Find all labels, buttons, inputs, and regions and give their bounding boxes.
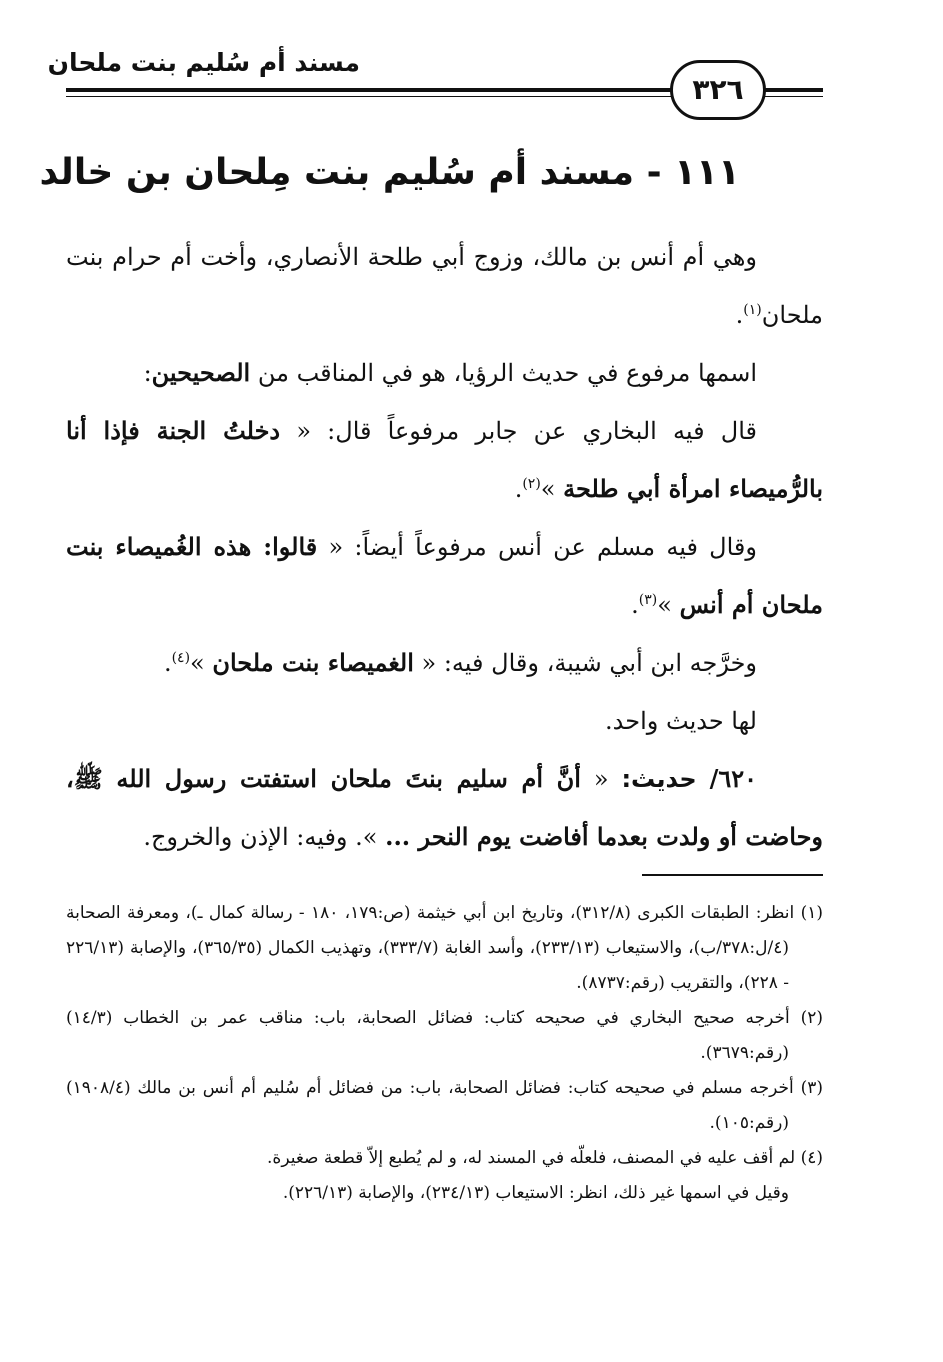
body-text [66, 228, 823, 866]
footnote-ref-2: (٢) [522, 476, 541, 492]
paragraph-bukhari-text: قال فيه البخاري عن جابر مرفوعاً قال: « [296, 417, 757, 445]
chapter-heading: ١١١ - مسند أم سُليم بنت مِلحان بن خالد [39, 152, 740, 193]
footnote-1-number: (١) [800, 903, 823, 923]
paragraph-muslim-quote: قالوا: هذه الغُميصاء بنت ملحان أم أنس [66, 532, 823, 619]
paragraph-name-end: : [143, 359, 152, 387]
hadith-text: أنَّ أم سليم بنتَ ملحان استفتت رسول الله ﷺ، وحاضت أو ولدت بعدما أفاضت يوم النحر ... [66, 764, 823, 851]
footnote-ref-3: (٣) [638, 592, 658, 608]
footnote-1-text: انظر: الطبقات الكبرى (٣١٢/٨)، وتاريخ ابن أبي خيثمة (ص:١٧٩، ١٨٠ - رسالة كمال ـ)، ومعرفة الصحابة (٤/ل:٣٧٨/ب)، والاستيعاب (٢٣٣/١٣)، وأسد الغابة (٣٣٣/٧)، وتهذيب الكمال (٣٦٥/٣٥)، والإصابة (٢٢٦/١٣ - ٢٢٨)، والتقريب (رقم:٨٧٣٧). [66, 903, 795, 993]
hadith-label: حديث: [621, 765, 697, 793]
footnotes [66, 896, 823, 1211]
paragraph-ibn-abi-shayba-text: وخرَّجه ابن أبي شيبة، وقال فيه: « [421, 649, 757, 677]
paragraph-hadith-count: لها حديث واحد. [605, 707, 757, 735]
footnote-separator [642, 874, 823, 876]
paragraph-intro [66, 228, 823, 344]
hadith-number: ٦٢٠/ [709, 764, 757, 793]
paragraph-intro-text: وهي أم أنس بن مالك، وزوج أبي طلحة الأنصاري، وأخت أم حرام بنت ملحان [66, 243, 823, 329]
footnote-ref-1: (١) [743, 302, 762, 318]
paragraph-muslim-close: » [657, 591, 680, 619]
footnote-3-text: أخرجه مسلم في صحيحه كتاب: فضائل الصحابة، باب: من فضائل أم سُليم أم أنس بن مالك (١٩٠٨/٤) (رقم:١٠٥). [66, 1078, 794, 1133]
footnote-3 [66, 1071, 823, 1141]
footnote-4-number: (٤) [800, 1148, 823, 1168]
paragraph-ibn-abi-shayba [66, 634, 823, 692]
paragraph-ibn-abi-shayba-end: . [163, 649, 172, 677]
footnote-3-number: (٣) [800, 1078, 823, 1098]
footnote-2-text: أخرجه صحيح البخاري في صحيحه كتاب: فضائل الصحابة، باب: مناقب عمر بن الخطاب (١٤/٣) (رقم:٣٦٧٩). [66, 1008, 790, 1063]
page-number: ٣٢٦ [692, 73, 744, 106]
page-number-badge [670, 60, 766, 120]
paragraph-hadith-620 [66, 750, 823, 866]
footnote-2 [66, 1001, 823, 1071]
paragraph-ibn-abi-shayba-close: » [190, 649, 213, 677]
footnote-1 [66, 896, 823, 1001]
paragraph-bukhari [66, 402, 823, 518]
paragraph-bukhari-quote: دخلتُ الجنة فإذا أنا بالرُّميصاء امرأة أبي طلحة [66, 416, 823, 503]
hadith-rest: وفيه: الإذن والخروج. [143, 823, 348, 851]
footnote-2-number: (٢) [800, 1008, 823, 1028]
paragraph-intro-end: . [735, 301, 744, 329]
paragraph-bukhari-close: » [540, 475, 564, 503]
footnote-4 [66, 1141, 823, 1176]
paragraph-muslim-end: . [631, 591, 639, 619]
footnote-4-continuation: وقيل في اسمها غير ذلك، انظر: الاستيعاب (٢٣٤/١٣)، والإصابة (٢٢٦/١٣). [282, 1183, 789, 1203]
paragraph-muslim [66, 518, 823, 634]
paragraph-muslim-text: وقال فيه مسلم عن أنس مرفوعاً أيضاً: « [328, 533, 757, 561]
paragraph-ibn-abi-shayba-quote: الغميصاء بنت ملحان [212, 648, 414, 677]
running-title: مسند أم سُليم بنت ملحان [47, 48, 360, 77]
footnote-4-text: لم أقف عليه في المصنف، فلعلّه في المسند له، و لم يُطبع إلاّ قطعة صغيرة. [267, 1148, 796, 1168]
paragraph-bukhari-end: . [514, 475, 523, 503]
hadith-quote-open: « [580, 765, 622, 793]
hadith-quote-close: ». [347, 823, 386, 851]
paragraph-name-text: اسمها مرفوع في حديث الرؤيا، هو في المناقب من [257, 359, 757, 387]
paragraph-name [66, 344, 823, 402]
footnote-ref-4: (٤) [171, 650, 191, 666]
paragraph-name-bold: الصحيحين [151, 358, 251, 387]
